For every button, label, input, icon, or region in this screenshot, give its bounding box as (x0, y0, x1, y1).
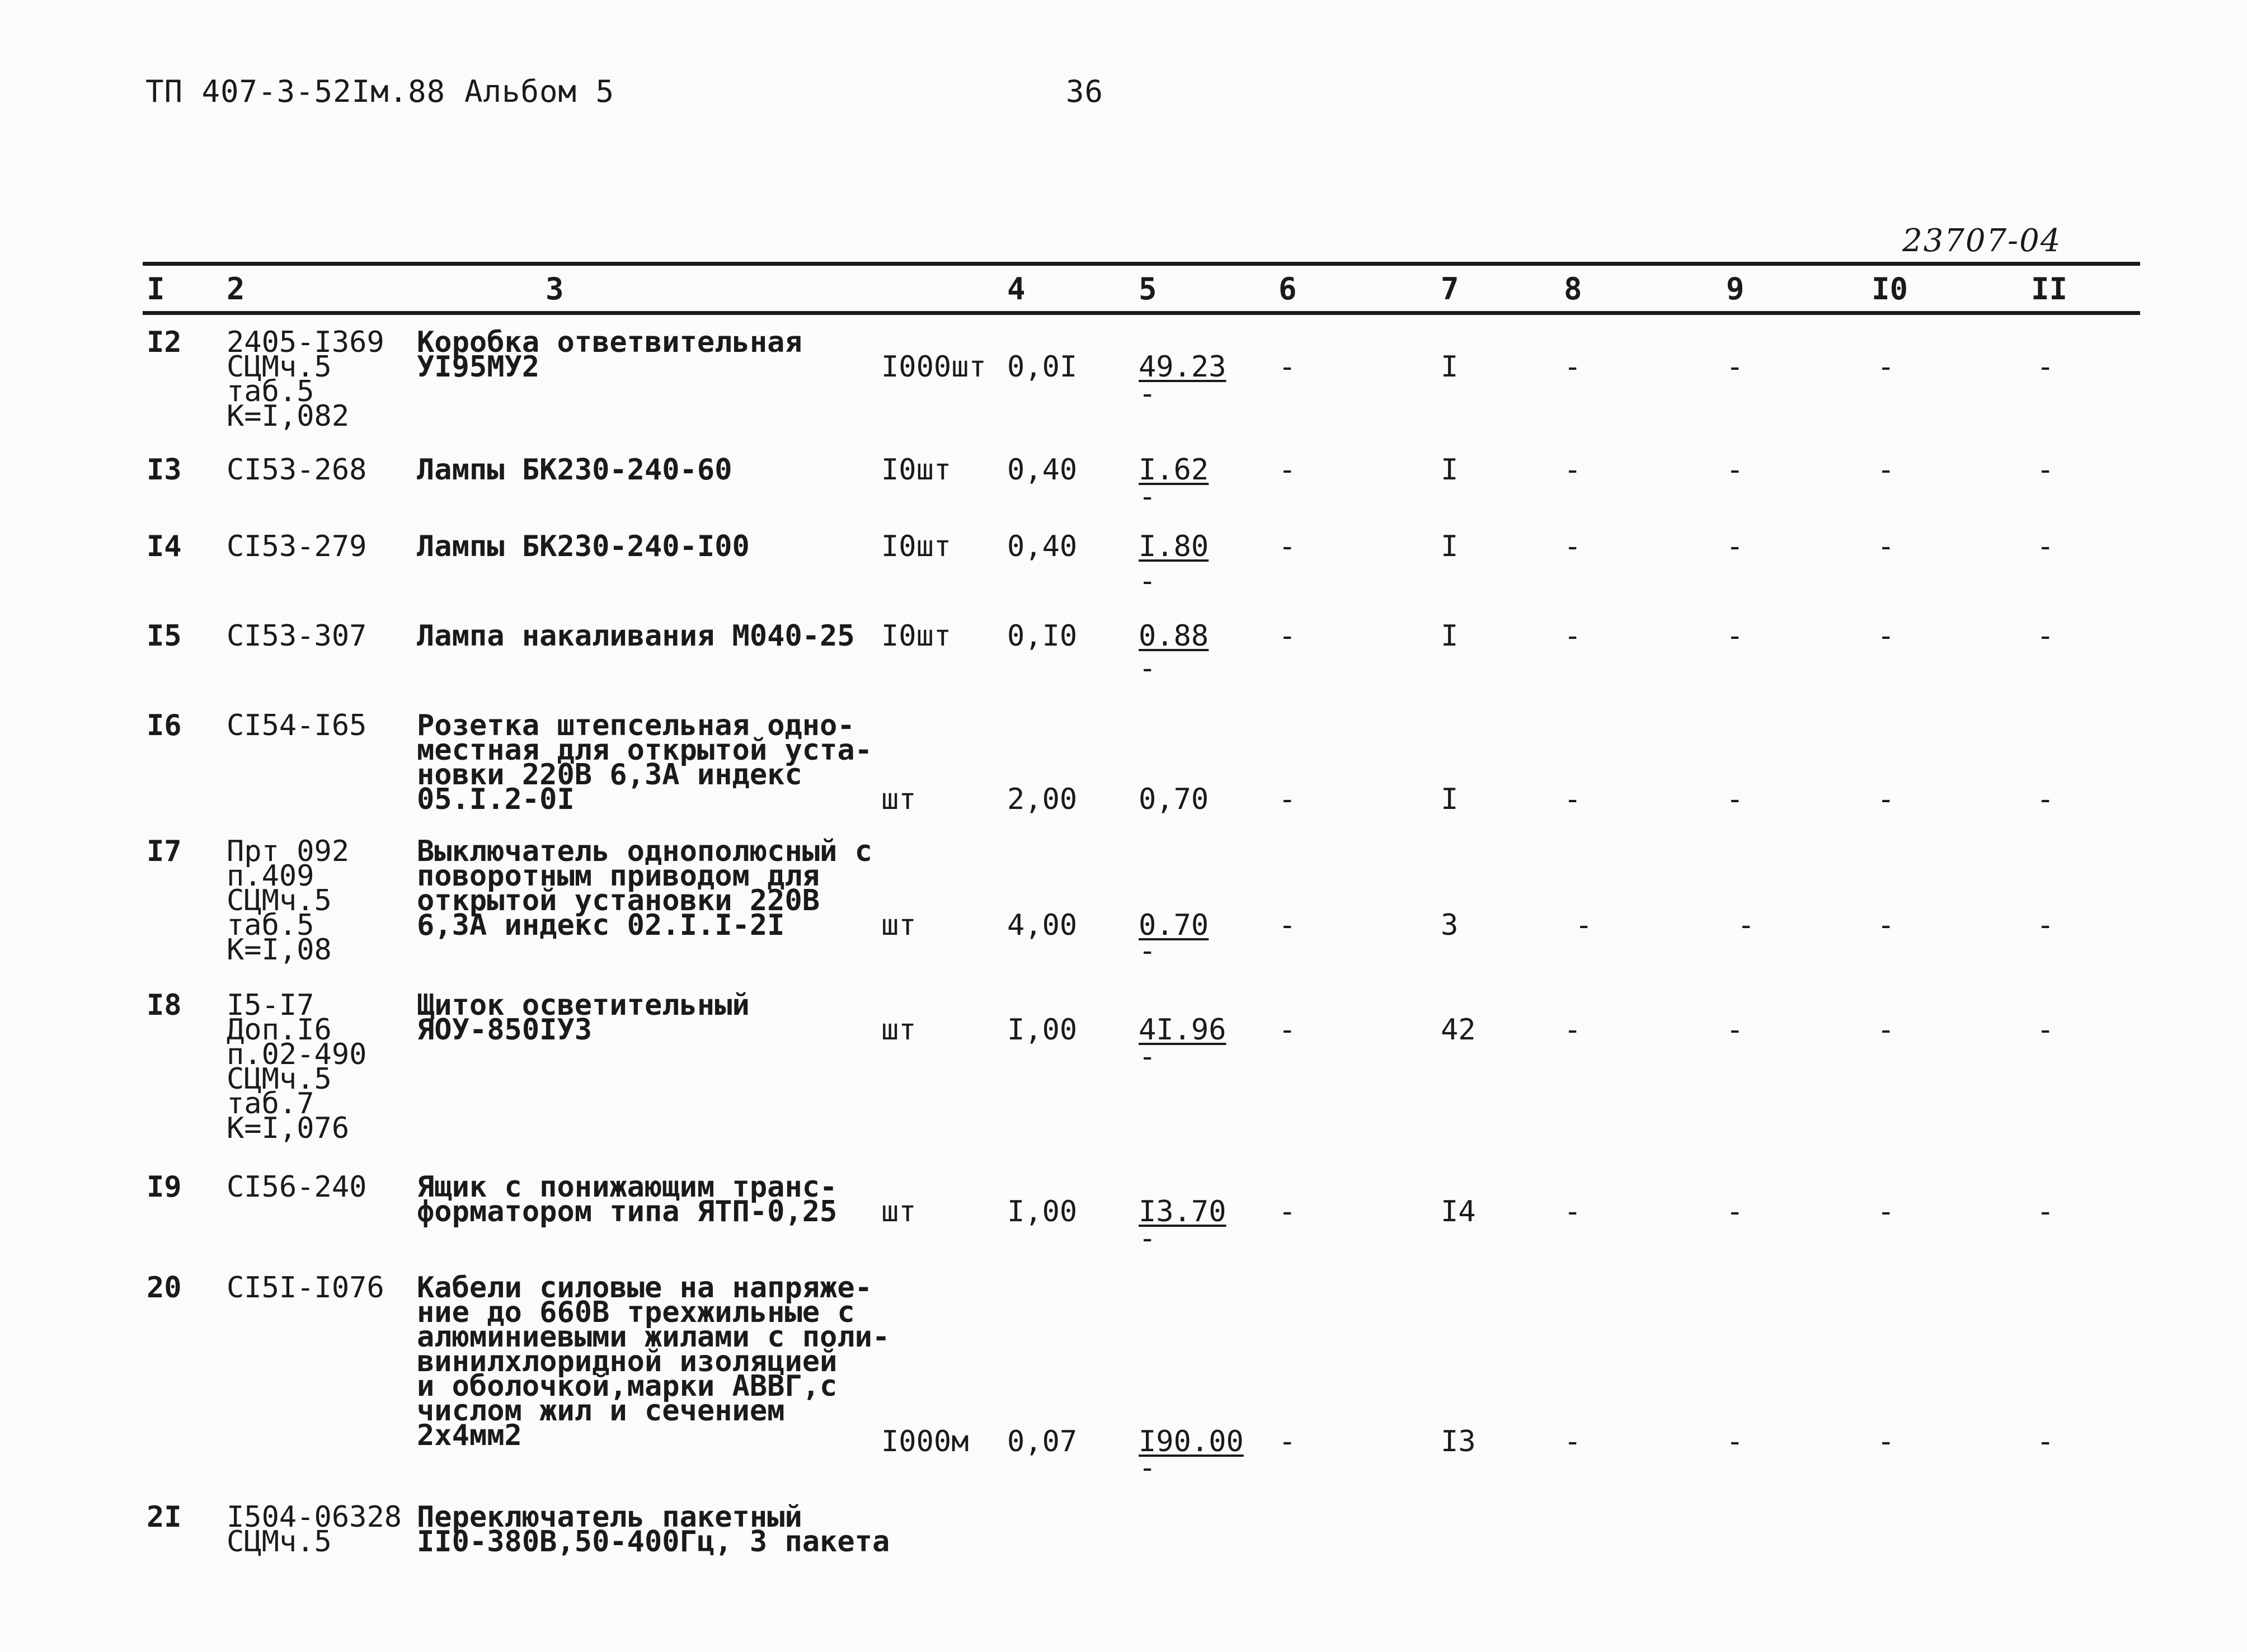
row-number: I5 (147, 619, 182, 653)
row-col7: I (1441, 530, 1459, 563)
table-top-rule (143, 262, 2140, 266)
row-col10: - (1877, 350, 1895, 384)
row-col11: - (2037, 1013, 2055, 1047)
row-name: Розетка штепсельная одно- местная для открытой уста- новки 220В 6,3А индекс 05.I.2-0I (417, 709, 872, 816)
row-col10: - (1877, 1425, 1895, 1458)
row-col11: - (2037, 909, 2055, 942)
row-col4: 0,40 (1007, 453, 1078, 487)
row-col9: - (1726, 530, 1744, 563)
row-col9: - (1737, 909, 1755, 942)
row-col6: - (1278, 619, 1296, 653)
row-col11: - (2037, 1195, 2055, 1229)
row-col5-sub: - (1139, 1222, 1157, 1255)
row-col11: - (2037, 350, 2055, 384)
row-code: СI53-279 (227, 530, 367, 563)
header-code: ТП 407-3-52Iм.88 (145, 74, 446, 109)
row-col10: - (1877, 783, 1895, 816)
row-number: I8 (147, 989, 182, 1022)
col-header-4: 4 (1007, 271, 1026, 307)
row-col10: - (1877, 530, 1895, 563)
row-col7: I4 (1441, 1195, 1476, 1229)
row-col11: - (2037, 1425, 2055, 1458)
row-col6: - (1278, 909, 1296, 942)
row-col5: I.80 (1139, 530, 1209, 563)
row-col4: 0,0I (1007, 350, 1078, 384)
col-header-8: 8 (1564, 271, 1582, 307)
row-col11: - (2037, 783, 2055, 816)
row-name: Выключатель однополюсный с поворотным приводом для открытой установки 220В 6,3А индекс 02.I.I-2I (417, 835, 872, 942)
row-name: Лампа накаливания М040-25 (417, 619, 855, 653)
col-header-2: 2 (227, 271, 245, 307)
row-number: I3 (147, 453, 182, 487)
handwritten-number: 23707-04 (1902, 223, 2062, 259)
page-number: 36 (1066, 74, 1104, 109)
row-col8: - (1564, 619, 1582, 653)
row-col7: I (1441, 453, 1459, 487)
col-header-10: I0 (1872, 271, 1908, 307)
row-col5: 49.23 (1139, 350, 1226, 384)
row-unit: шт (881, 1013, 916, 1047)
row-col7: 42 (1441, 1013, 1476, 1047)
row-col5-sub: - (1139, 480, 1157, 514)
row-number: I6 (147, 709, 182, 742)
row-code: I504-06328 СЦМч.5 (227, 1500, 402, 1559)
row-col4: I,00 (1007, 1195, 1078, 1229)
row-col8: - (1564, 783, 1582, 816)
row-col5: I90.00 (1139, 1425, 1244, 1458)
row-col7: I (1441, 783, 1459, 816)
row-col5: I.62 (1139, 453, 1209, 487)
row-col10: - (1877, 1013, 1895, 1047)
row-col5: 0.88 (1139, 619, 1209, 653)
row-col9: - (1726, 453, 1744, 487)
row-col6: - (1278, 453, 1296, 487)
row-col7: I3 (1441, 1425, 1476, 1458)
row-unit: I0шт (881, 619, 952, 653)
row-col8: - (1564, 1425, 1582, 1458)
col-header-9: 9 (1726, 271, 1745, 307)
row-col5-sub: - (1139, 1451, 1157, 1485)
row-col6: - (1278, 783, 1296, 816)
col-header-11: II (2031, 271, 2068, 307)
row-unit: шт (881, 909, 916, 942)
col-header-6: 6 (1278, 271, 1297, 307)
row-name: Коробка ответвительная УI95МУ2 (417, 326, 802, 384)
header-album: Альбом 5 (464, 74, 615, 109)
row-number: I7 (147, 835, 182, 868)
row-unit: I0шт (881, 530, 952, 563)
row-col7: I (1441, 350, 1459, 384)
row-unit: I000м (881, 1425, 969, 1458)
row-col4: 2,00 (1007, 783, 1078, 816)
row-code: СI53-307 (227, 619, 367, 653)
row-unit: шт (881, 1195, 916, 1229)
row-col8: - (1564, 1013, 1582, 1047)
row-name: Ящик с понижающим транс- форматором типа ЯТП-0,25 (417, 1170, 838, 1229)
row-col5-sub: - (1139, 652, 1157, 685)
row-name: Переключатель пакетный II0-380В,50-400Гц, 3 пакета (417, 1500, 890, 1559)
row-unit: I000шт (881, 350, 986, 384)
row-col8: - (1564, 530, 1582, 563)
col-header-5: 5 (1139, 271, 1157, 307)
row-col5: 0.70 (1139, 909, 1209, 942)
row-col8: - (1564, 350, 1582, 384)
row-col8: - (1564, 1195, 1582, 1229)
row-col9: - (1726, 350, 1744, 384)
row-col9: - (1726, 619, 1744, 653)
row-number: I4 (147, 530, 182, 563)
row-name: Лампы БК230-240-60 (417, 453, 732, 487)
row-name: Кабели силовые на напряже- ние до 660В трехжильные с алюминиевыми жилами с поли- винилхлоридной изоляцией и оболочкой,марки АВВГ,с числом жил и сечением 2х4мм2 (417, 1271, 890, 1452)
row-number: 2I (147, 1500, 182, 1534)
row-col11: - (2037, 619, 2055, 653)
row-col11: - (2037, 453, 2055, 487)
row-col4: I,00 (1007, 1013, 1078, 1047)
row-code: Прт 092 п.409 СЦМч.5 таб.5 К=I,08 (227, 835, 350, 967)
table-header-rule (143, 311, 2140, 315)
row-code: СI53-268 (227, 453, 367, 487)
row-name: Щиток осветительный ЯОУ-850IУ3 (417, 989, 750, 1047)
col-header-1: I (147, 271, 165, 307)
row-number: I2 (147, 326, 182, 359)
row-code: I5-I7 Доп.I6 п.02-490 СЦМч.5 таб.7 К=I,076 (227, 989, 367, 1145)
row-name: Лампы БК230-240-I00 (417, 530, 750, 563)
row-col9: - (1726, 1013, 1744, 1047)
row-col9: - (1726, 783, 1744, 816)
row-col5-sub: - (1139, 564, 1157, 598)
row-col5-sub: - (1139, 934, 1157, 968)
row-col5-sub: - (1139, 1040, 1157, 1074)
row-col7: I (1441, 619, 1459, 653)
row-col10: - (1877, 1195, 1895, 1229)
col-header-3: 3 (546, 271, 564, 307)
row-col6: - (1278, 530, 1296, 563)
row-col5: 4I.96 (1139, 1013, 1226, 1047)
row-col8: - (1575, 909, 1593, 942)
row-col5: I3.70 (1139, 1195, 1226, 1229)
row-col4: 0,I0 (1007, 619, 1078, 653)
row-col4: 0,07 (1007, 1425, 1078, 1458)
row-col11: - (2037, 530, 2055, 563)
row-code: СI56-240 (227, 1170, 367, 1204)
row-col10: - (1877, 619, 1895, 653)
col-header-7: 7 (1441, 271, 1459, 307)
row-code: СI54-I65 (227, 709, 367, 742)
row-col9: - (1726, 1425, 1744, 1458)
row-number: I9 (147, 1170, 182, 1204)
row-col4: 4,00 (1007, 909, 1078, 942)
row-number: 20 (147, 1271, 182, 1305)
row-col5: 0,70 (1139, 783, 1209, 816)
row-code: 2405-I369 СЦМч.5 таб.5 К=I,082 (227, 326, 384, 433)
row-col8: - (1564, 453, 1582, 487)
row-col9: - (1726, 1195, 1744, 1229)
row-col6: - (1278, 1013, 1296, 1047)
row-col6: - (1278, 1425, 1296, 1458)
row-col6: - (1278, 1195, 1296, 1229)
row-col4: 0,40 (1007, 530, 1078, 563)
row-unit: шт (881, 783, 916, 816)
row-col6: - (1278, 350, 1296, 384)
row-code: СI5I-I076 (227, 1271, 384, 1305)
row-unit: I0шт (881, 453, 952, 487)
row-col7: 3 (1441, 909, 1459, 942)
row-col10: - (1877, 453, 1895, 487)
row-col5-sub: - (1139, 377, 1157, 411)
row-col10: - (1877, 909, 1895, 942)
